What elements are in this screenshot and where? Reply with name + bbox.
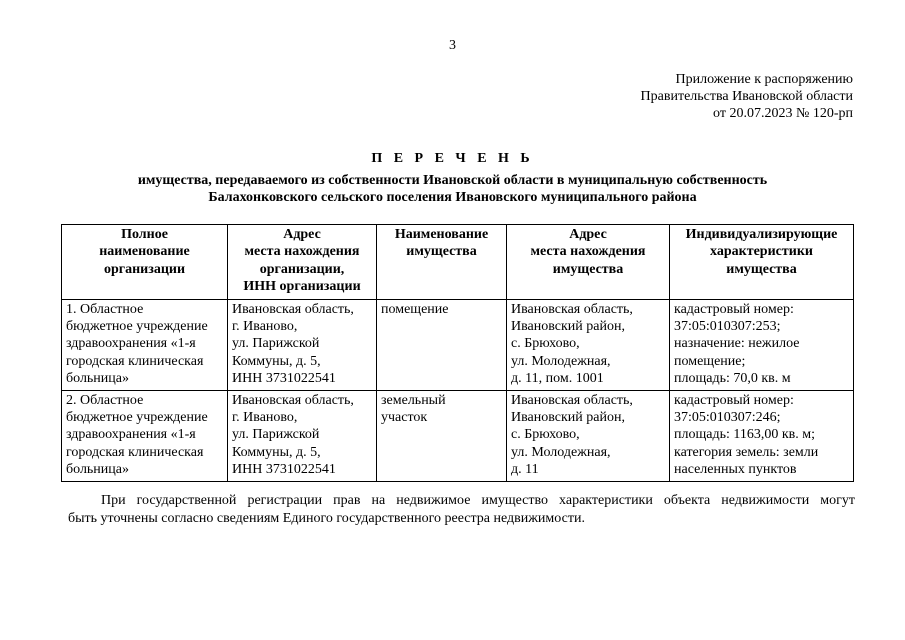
cell-line: 1. Областное [66,301,144,317]
cell-line: с. Брюхово, [511,427,580,443]
header-line: Адрес [283,227,321,242]
header-line: организации, [259,261,345,277]
cell-line: здравоохранения «1-я [66,427,196,443]
header-line: имущества [406,244,477,260]
cell-organization-address [228,390,377,481]
cell-line: д. 11 [511,462,539,478]
cell-line: здравоохранения «1-я [66,336,196,352]
cell-line: назначение: нежилое [674,336,800,352]
cell-line: д. 11, пом. 1001 [511,371,604,387]
cell-line: Ивановский район, [511,410,625,426]
cell-line: категория земель: земли [674,444,819,460]
cell-line: Ивановская область, [511,301,633,317]
cell-line: 2. Областное [66,392,144,408]
cell-organization-name [62,390,228,481]
cell-line: городская клиническая [66,444,204,460]
header-organization-name [62,225,228,300]
cell-line: Коммуны, д. 5, [232,353,321,369]
header-line: ИНН организации [243,279,361,295]
header-line: организации [103,261,186,277]
cell-line: с. Брюхово, [511,336,580,352]
appendix-line: Правительства Ивановской области [640,89,853,104]
table-header-row [62,225,854,300]
cell-line: г. Иваново, [232,410,298,426]
appendix-line: Приложение к распоряжению [675,72,853,87]
appendix-date-line: от 20.07.2023 № 120-рп [713,106,853,121]
header-organization-address [228,225,377,300]
header-property-address [507,225,670,300]
cell-property-name [377,299,507,390]
cell-line: помещение [381,301,449,317]
cell-line: 37:05:010307:246; [674,410,781,426]
registration-note [68,492,855,528]
note-line: При государственной регистрации прав на недвижимое имущество характеристики объекта недвижимости могут [101,493,855,508]
cell-line: ул. Молодежная, [511,353,611,369]
cell-property-name [377,390,507,481]
cell-line: Ивановский район, [511,319,625,335]
cell-line: кадастровый номер: [674,301,794,317]
header-line: места нахождения [530,244,646,260]
cell-line: земельный [381,392,446,408]
document-subtitle [0,172,905,206]
cell-property-characteristics [670,299,854,390]
cell-line: Ивановская область, [232,392,354,408]
page-number: 3 [449,38,456,53]
cell-line: больница» [66,371,129,387]
header-line: имущества [552,261,624,277]
header-line: Наименование [394,227,489,242]
header-line: имущества [726,261,797,277]
header-line: характеристики [710,244,813,260]
cell-line: населенных пунктов [674,462,797,478]
cell-line: ИНН 3731022541 [232,371,336,387]
header-line: наименование [99,244,190,260]
property-table [61,224,854,482]
document-title: П Е Р Е Ч Е Н Ь [371,151,534,166]
cell-line: площадь: 1163,00 кв. м; [674,427,816,443]
cell-line: бюджетное учреждение [66,410,208,426]
note-line: быть уточнены согласно сведениям Единого государственного реестра недвижимости. [68,511,585,526]
cell-line: больница» [66,462,129,478]
subtitle-line: имущества, передаваемого из собственности Ивановской области в муниципальную собственность [137,173,768,188]
cell-line: участок [381,410,428,426]
cell-line: городская клиническая [66,353,204,369]
cell-line: Коммуны, д. 5, [232,444,321,460]
cell-line: Ивановская область, [232,301,354,317]
cell-line: площадь: 70,0 кв. м [674,371,791,387]
cell-line: ИНН 3731022541 [232,462,336,478]
cell-organization-name [62,299,228,390]
cell-line: бюджетное учреждение [66,319,208,335]
cell-line: ул. Парижской [232,336,320,352]
header-line: места нахождения [244,244,360,260]
header-property-characteristics [670,225,854,300]
table-row [62,390,854,481]
cell-line: ул. Парижской [232,427,320,443]
cell-line: 37:05:010307:253; [674,319,781,335]
header-line: Индивидуализирующие [685,227,838,242]
cell-line: помещение; [674,353,746,369]
cell-line: ул. Молодежная, [511,444,611,460]
header-line: Полное [121,227,168,242]
appendix-header [641,71,853,122]
header-line: Адрес [569,227,607,242]
cell-line: Ивановская область, [511,392,633,408]
cell-organization-address [228,299,377,390]
cell-property-address [507,390,670,481]
table-row [62,299,854,390]
header-property-name [377,225,507,300]
cell-line: кадастровый номер: [674,392,794,408]
cell-line: г. Иваново, [232,319,298,335]
cell-property-address [507,299,670,390]
cell-property-characteristics [670,390,854,481]
subtitle-line: Балахонковского сельского поселения Ивановского муниципального района [208,190,697,205]
